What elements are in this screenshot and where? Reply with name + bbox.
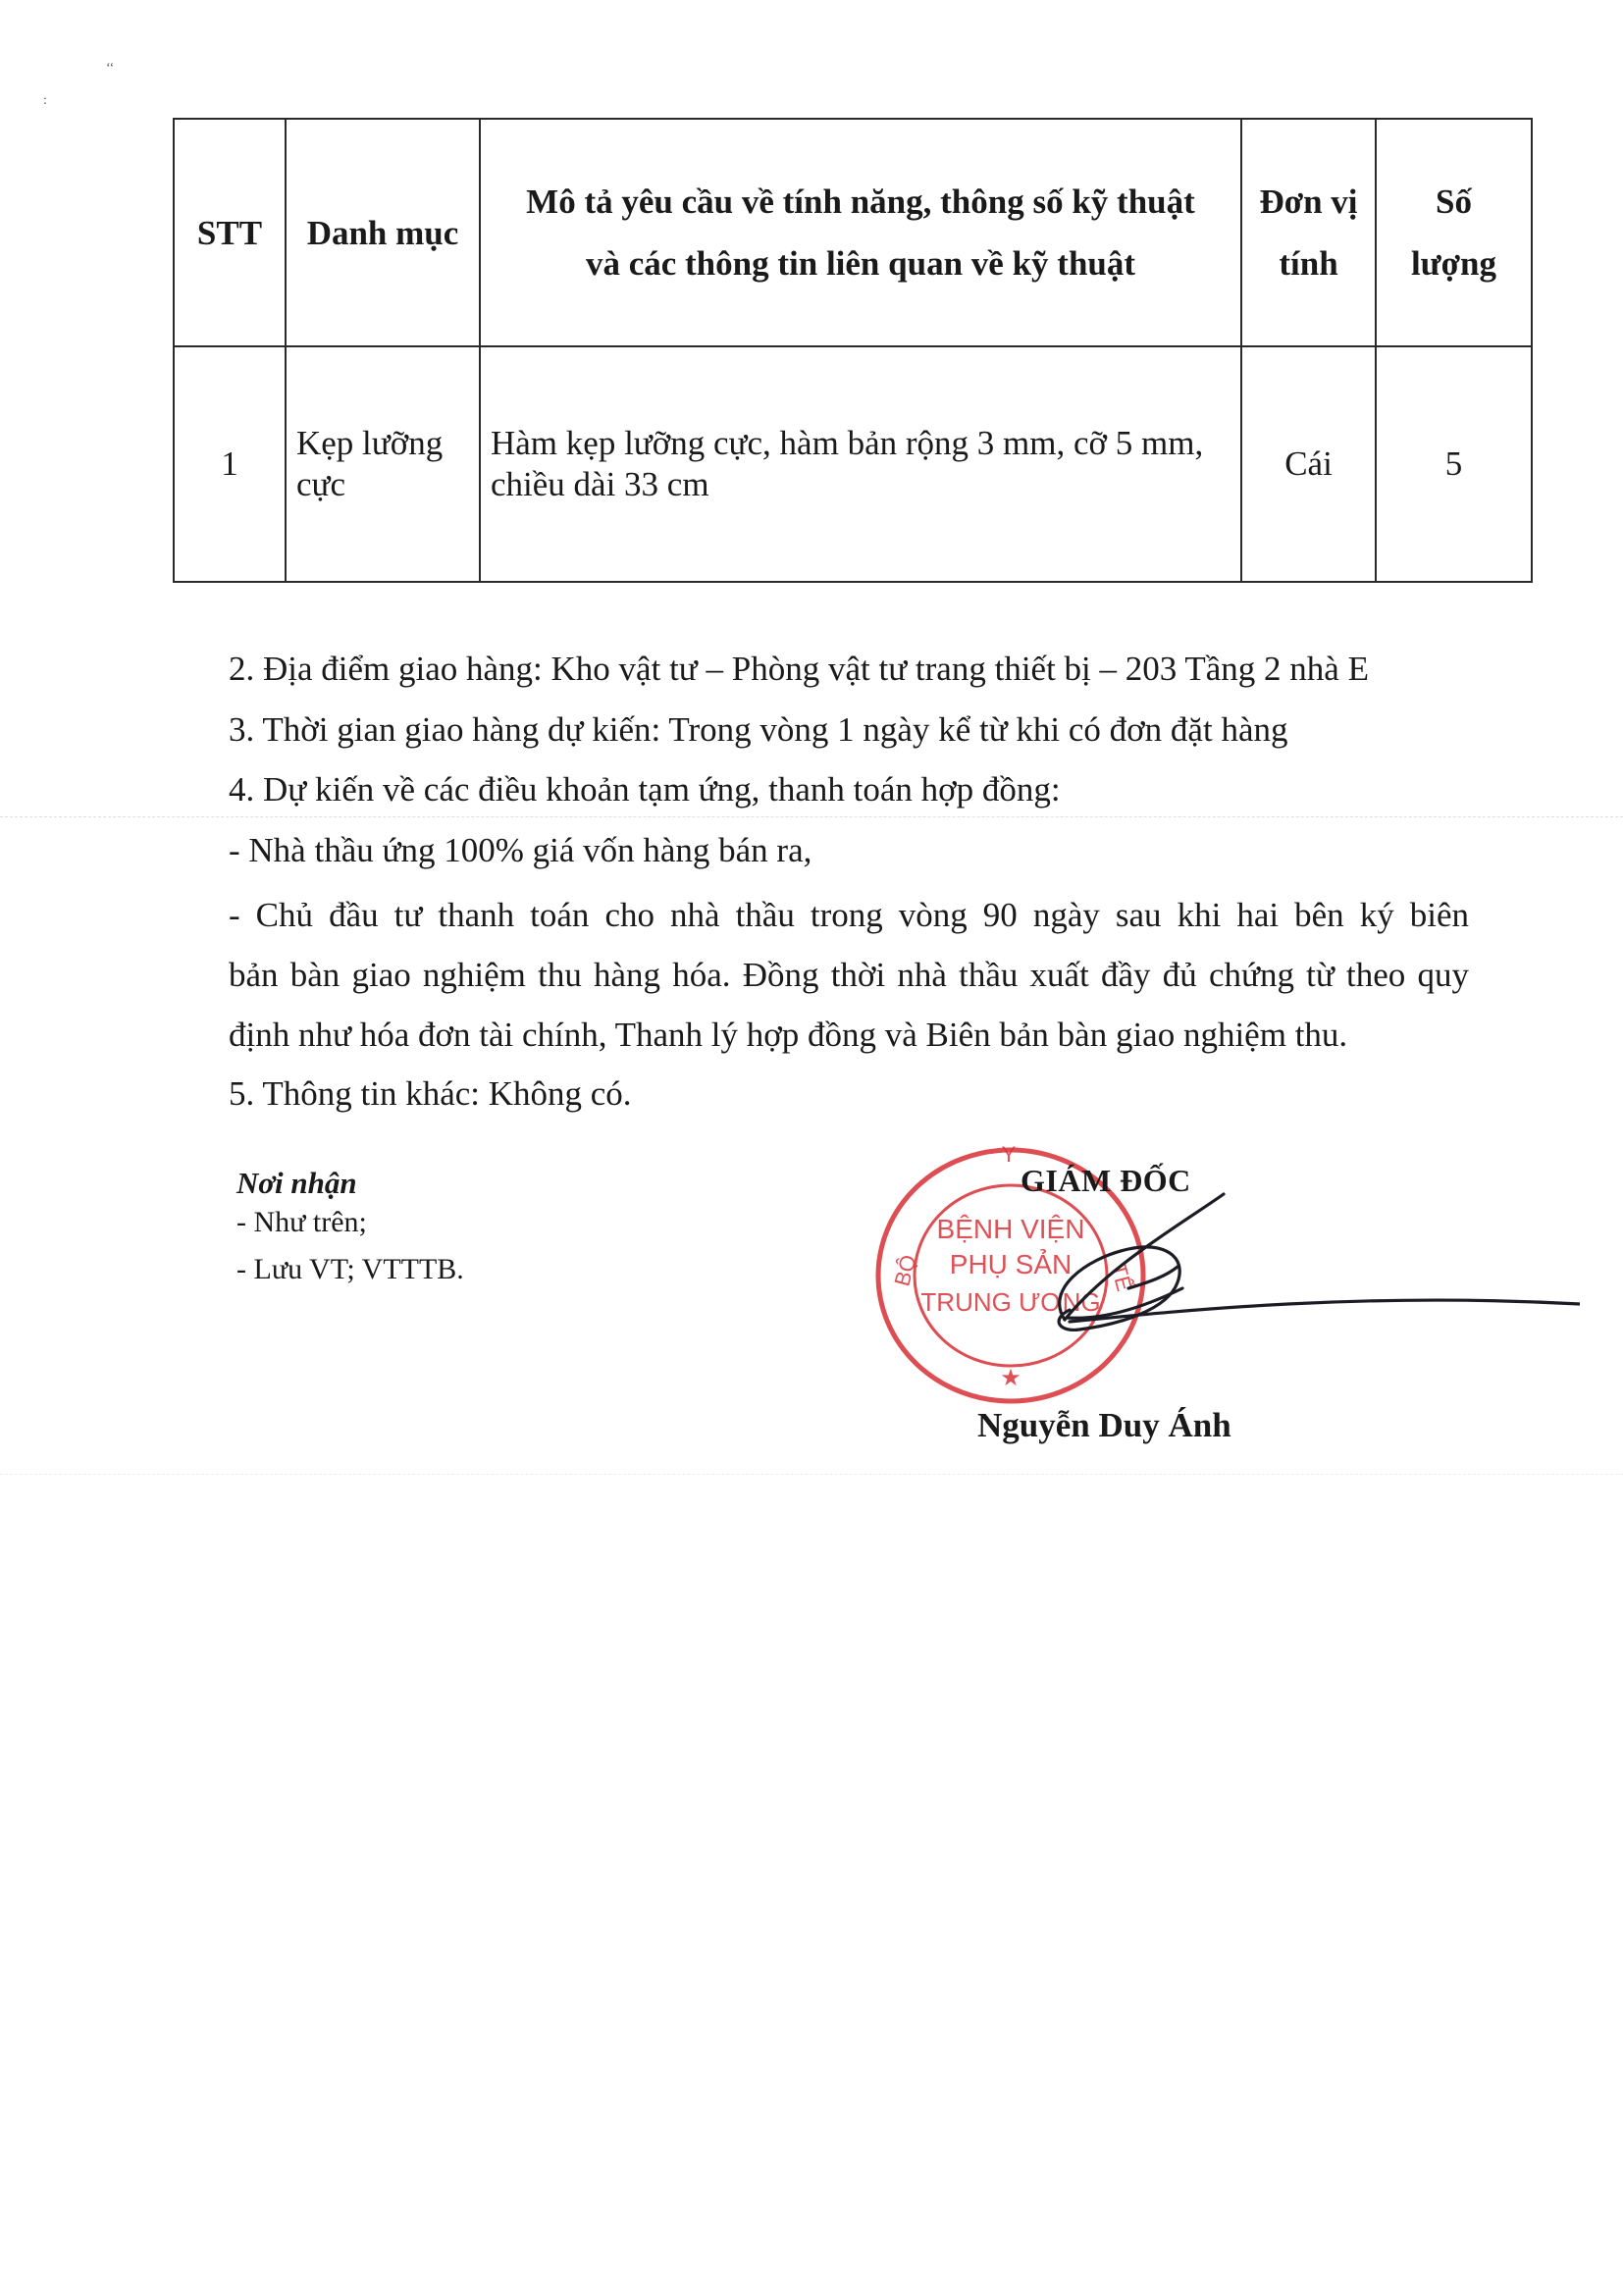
scan-line — [0, 816, 1623, 817]
header-quantity-line2: lượng — [1410, 244, 1497, 283]
svg-text:BỘ: BỘ — [889, 1252, 921, 1289]
svg-text:★: ★ — [1000, 1365, 1021, 1391]
cell-category: Kẹp lưỡng cực — [286, 346, 480, 582]
scan-speck: ‘‘ — [106, 61, 115, 76]
payment-item-settlement-line3: định như hóa đơn tài chính, Thanh lý hợp đồng và Biên bản bàn giao nghiệm thu. — [229, 1016, 1348, 1054]
svg-text:TẾ: TẾ — [1106, 1260, 1137, 1294]
svg-text:Y: Y — [1001, 1142, 1017, 1167]
payment-item-settlement-line2: bản bàn giao nghiệm thu hàng hóa. Đồng thời nhà thầu xuất đầy đủ chứng từ theo quy — [229, 956, 1469, 994]
header-category: Danh mục — [286, 119, 480, 346]
scan-line — [0, 1474, 1623, 1475]
header-quantity-line1: Số — [1436, 183, 1472, 221]
header-unit-line1: Đơn vị — [1259, 183, 1358, 221]
table-header-row — [174, 119, 1532, 346]
payment-item-settlement — [229, 885, 1469, 1065]
payment-item-advance: - Nhà thầu ứng 100% giá vốn hàng bán ra, — [229, 831, 812, 869]
table-row — [174, 346, 1532, 582]
svg-text:PHỤ SẢN: PHỤ SẢN — [949, 1249, 1073, 1279]
header-description-line2: và các thông tin liên quan về kỹ thuật — [585, 244, 1136, 283]
svg-text:TRUNG ƯƠNG: TRUNG ƯƠNG — [920, 1287, 1101, 1317]
recipient-item: - Như trên; — [236, 1206, 367, 1238]
header-quantity — [1376, 119, 1532, 346]
header-description — [480, 119, 1241, 346]
director-title: GIÁM ĐỐC — [1021, 1163, 1191, 1198]
recipient-item: - Lưu VT; VTTTB. — [236, 1253, 464, 1285]
other-info: 5. Thông tin khác: Không có. — [229, 1074, 632, 1113]
payment-item-settlement-line1: - Chủ đầu tư thanh toán cho nhà thầu trong vòng 90 ngày sau khi hai bên ký biên — [229, 896, 1469, 934]
cell-unit: Cái — [1241, 346, 1376, 582]
header-description-line1: Mô tả yêu cầu về tính năng, thông số kỹ thuật — [526, 183, 1195, 221]
cell-stt: 1 — [174, 346, 286, 582]
director-name: Nguyễn Duy Ánh — [977, 1406, 1231, 1444]
delivery-time: 3. Thời gian giao hàng dự kiến: Trong vòng 1 ngày kể từ khi có đơn đặt hàng — [229, 710, 1288, 749]
requirements-table — [173, 118, 1533, 583]
recipients-title: Nơi nhận — [236, 1166, 357, 1200]
delivery-location: 2. Địa điểm giao hàng: Kho vật tư – Phòng vật tư trang thiết bị – 203 Tầng 2 nhà E — [229, 650, 1369, 688]
handwritten-signature — [991, 1173, 1580, 1369]
scan-speck: : — [43, 93, 47, 108]
cell-quantity: 5 — [1376, 346, 1532, 582]
payment-terms-heading: 4. Dự kiến về các điều khoản tạm ứng, thanh toán hợp đồng: — [229, 770, 1061, 809]
svg-text:BỆNH VIỆN: BỆNH VIỆN — [936, 1214, 1085, 1244]
cell-description: Hàm kẹp lưỡng cực, hàm bản rộng 3 mm, cỡ 5 mm, chiều dài 33 cm — [480, 346, 1241, 582]
header-unit — [1241, 119, 1376, 346]
header-unit-line2: tính — [1279, 244, 1338, 283]
header-stt: STT — [174, 119, 286, 346]
